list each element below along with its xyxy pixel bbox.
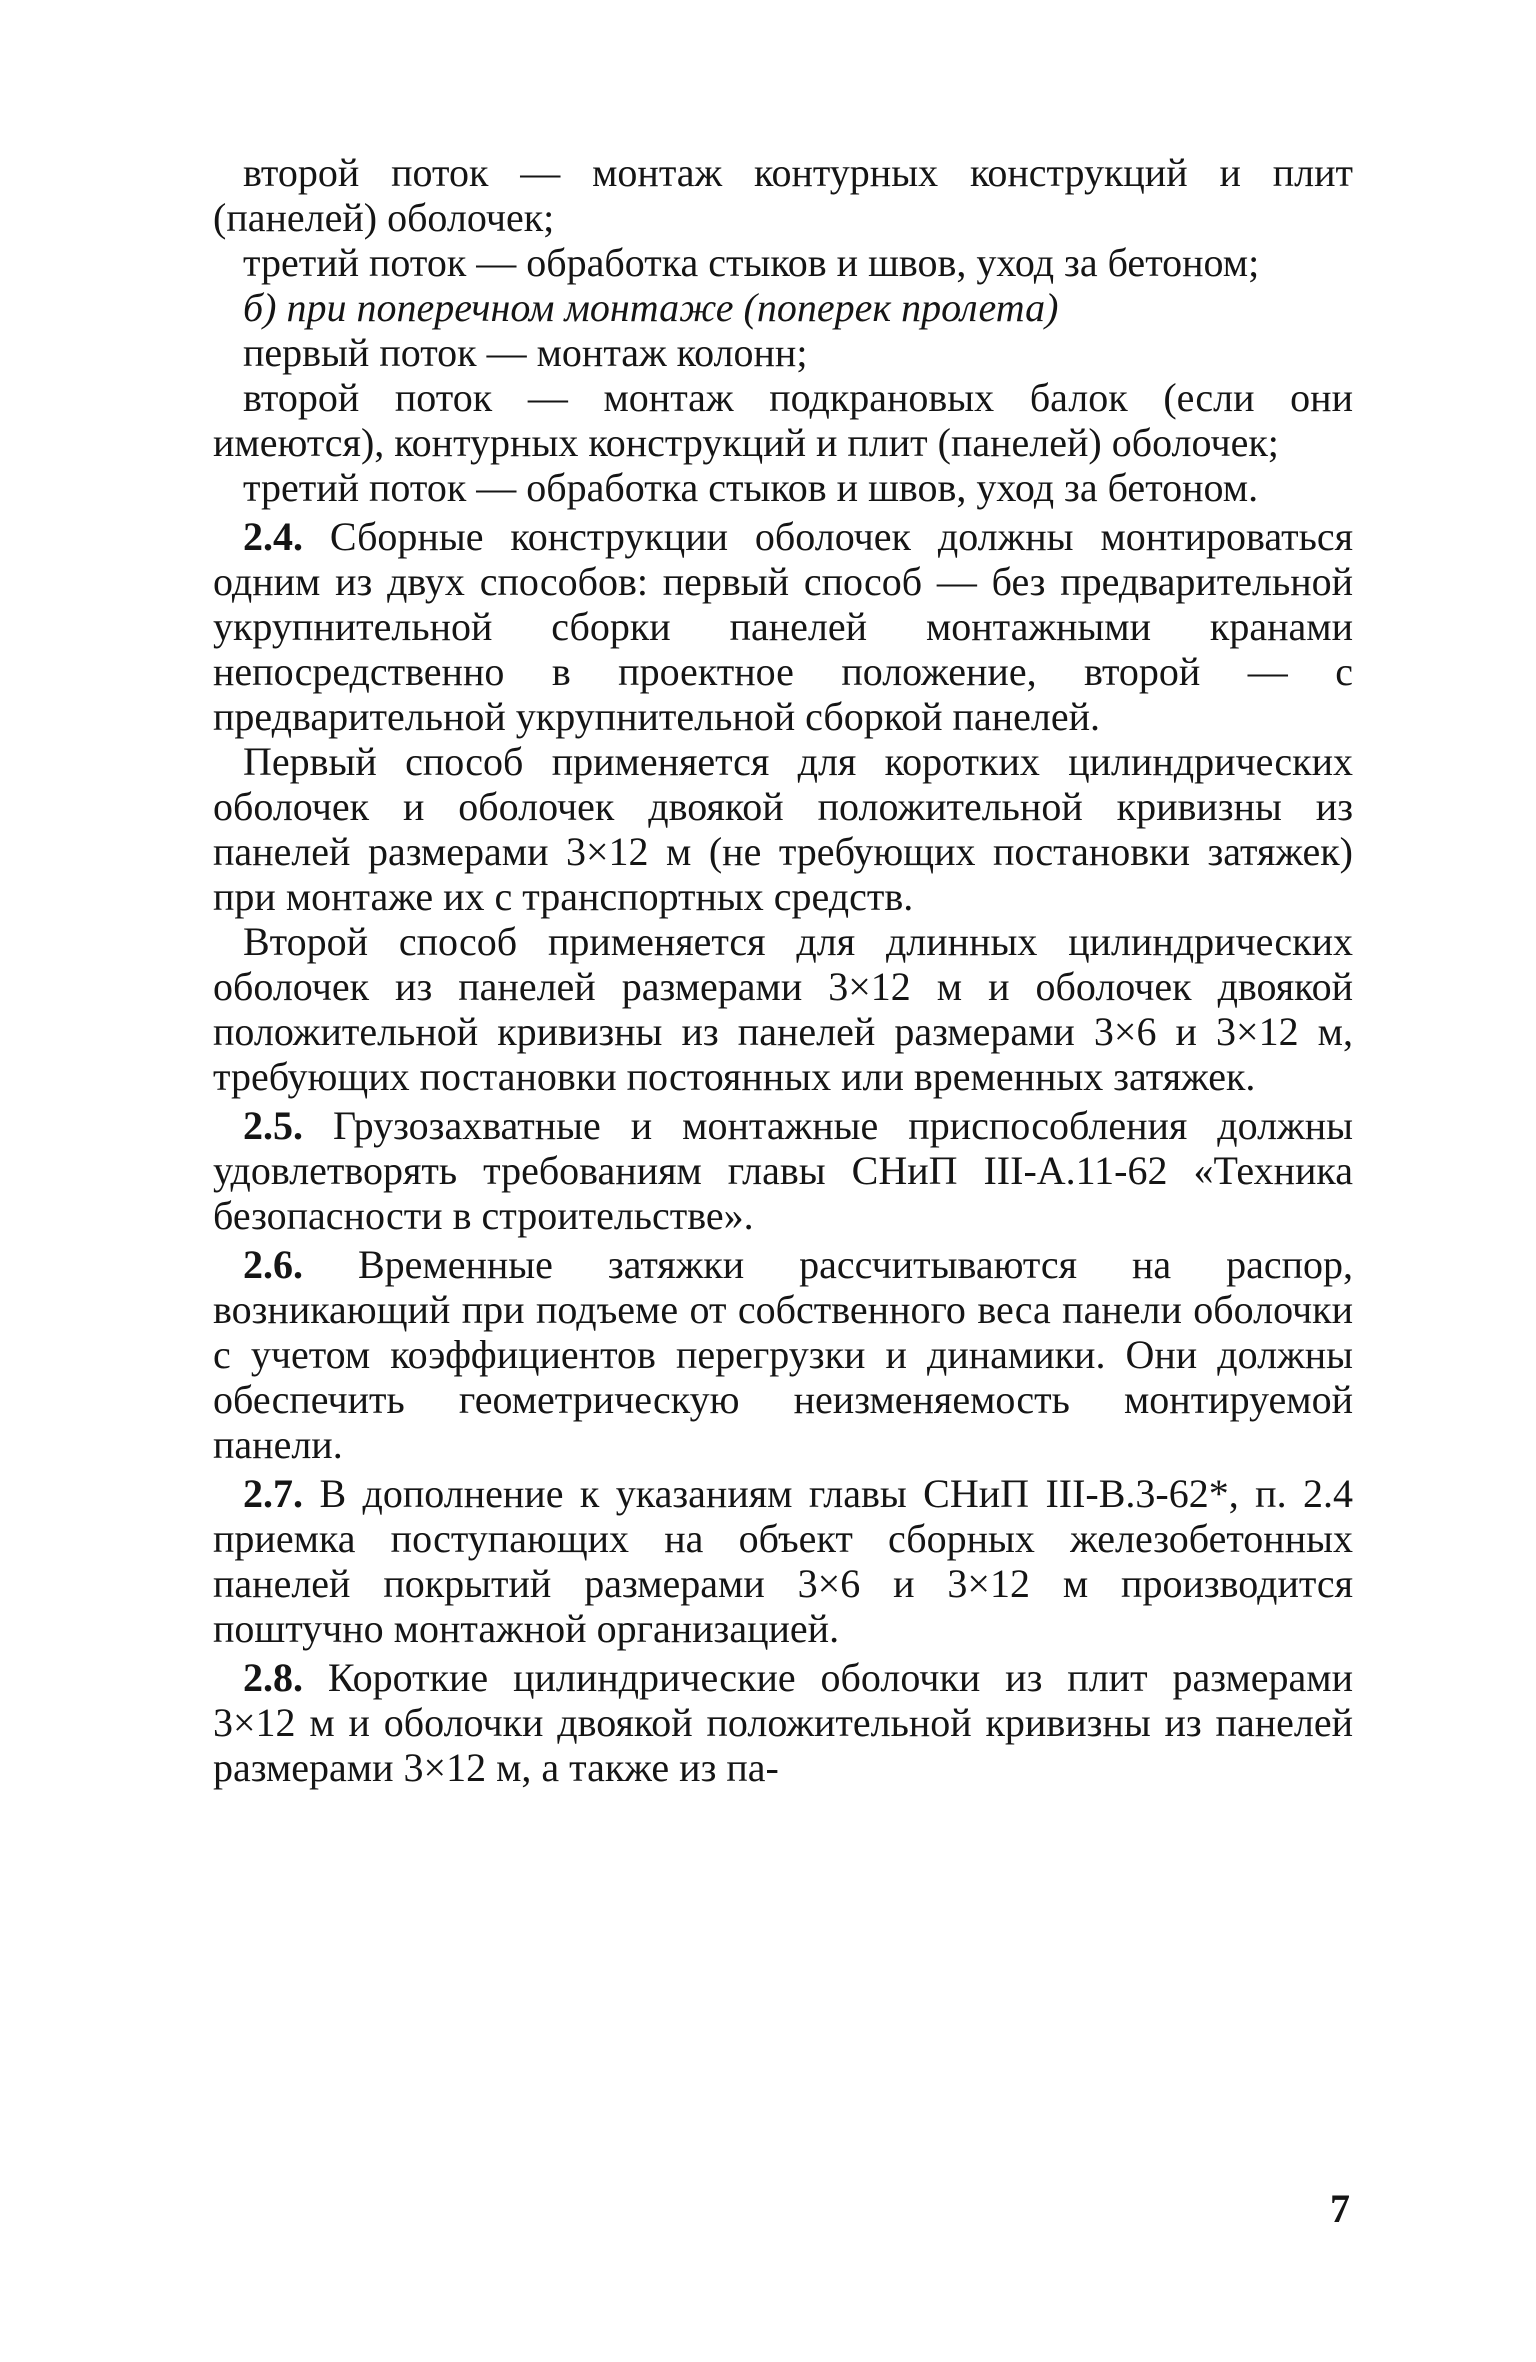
paragraph-number: 2.5. [243,1103,303,1148]
paragraph-text: третий поток — обработка стыков и швов, уход за бетоном. [243,465,1259,510]
paragraph-text: Первый способ применяется для коротких цилиндрических оболочек и оболочек двоякой положительной кривизны из панелей размерами 3×12 м (не требующих постановки затяжек) при монтаже их с транспортных средств. [213,739,1353,919]
section-paragraph [213,1103,1353,1238]
paragraph [213,150,1353,240]
paragraph-text: первый поток — монтаж колонн; [243,330,808,375]
section-paragraph [213,1242,1353,1467]
paragraph-number: 2.4. [243,514,303,559]
paragraph-text: Сборные конструкции оболочек должны монтироваться одним из двух способов: первый способ — без предварительной укрупнительной сборки панелей монтажными кранами непосредственно в проектное положение, второй — с предварительной укрупнительной сборкой панелей. [213,514,1354,739]
paragraph-number: 2.8. [243,1655,303,1700]
paragraph [213,919,1353,1099]
section-paragraph [213,1655,1353,1790]
paragraph-text: третий поток — обработка стыков и швов, уход за бетоном; [243,240,1260,285]
paragraph-text: б) при поперечном монтаже (поперек пролета) [243,285,1059,330]
paragraph [213,465,1353,510]
paragraph-number: 2.7. [243,1471,303,1516]
page-number: 7 [1330,2186,1350,2231]
paragraph [213,240,1353,285]
section-paragraph [213,514,1353,739]
section-paragraph [213,1471,1353,1651]
paragraph-number: 2.6. [243,1242,303,1287]
paragraph-text: В дополнение к указаниям главы СНиП III-В.3-62*, п. 2.4 приемка поступающих на объект сборных железобетонных панелей покрытий размерами 3×6 и 3×12 м производится поштучно монтажной организацией. [213,1471,1353,1651]
paragraph [213,330,1353,375]
subheading [213,285,1353,330]
paragraph-text: второй поток — монтаж контурных конструкций и плит (панелей) оболочек; [213,150,1353,240]
page-body [213,150,1353,1790]
paragraph-text: Временные затяжки рассчитываются на распор, возникающий при подъеме от собственного веса панели оболочки с учетом коэффициентов перегрузки и динамики. Они должны обеспечить геометрическую неизменяемость монтируемой панели. [213,1242,1354,1467]
paragraph [213,375,1353,465]
paragraph-text: Грузозахватные и монтажные приспособления должны удовлетворять требованиям главы СНиП III-А.11-62 «Техника безопасности в строительстве». [213,1103,1353,1238]
paragraph [213,739,1353,919]
paragraph-text: второй поток — монтаж подкрановых балок (если они имеются), контурных конструкций и плит (панелей) оболочек; [213,375,1353,465]
paragraph-text: Короткие цилиндрические оболочки из плит размерами 3×12 м и оболочки двоякой положительной кривизны из панелей размерами 3×12 м, а также из па- [213,1655,1353,1790]
paragraph-text: Второй способ применяется для длинных цилиндрических оболочек из панелей размерами 3×12 м и оболочек двоякой положительной кривизны из панелей размерами 3×6 и 3×12 м, требующих постановки постоянных или временных затяжек. [213,919,1353,1099]
